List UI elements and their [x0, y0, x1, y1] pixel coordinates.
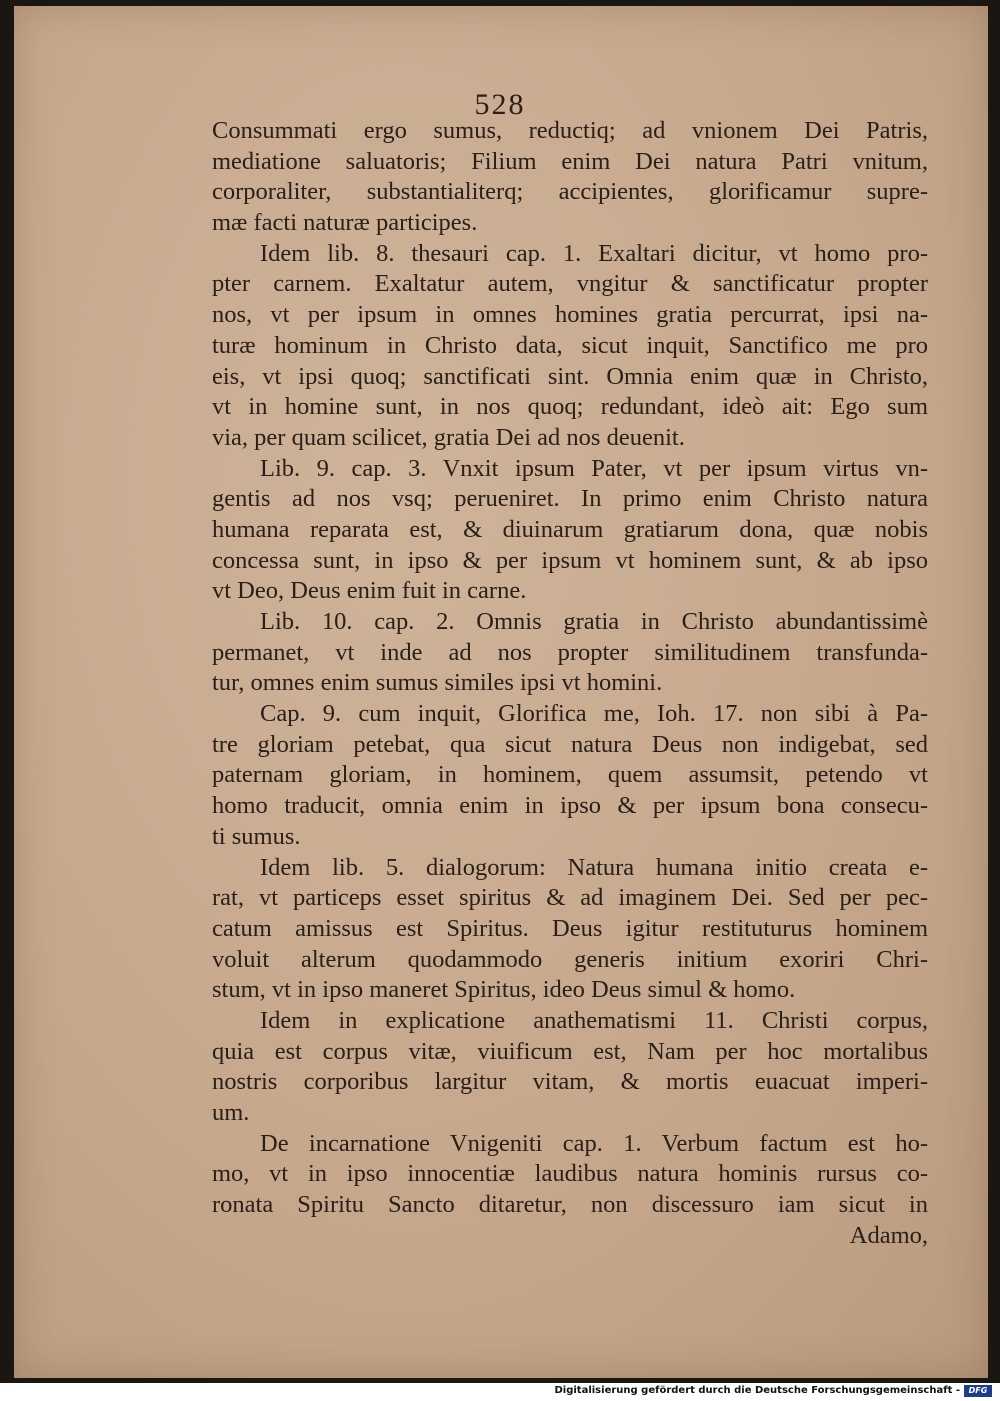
- text-line: gentis ad nos vsq; perueniret. In primo enim Christo natura: [212, 485, 928, 513]
- text-line: homo traducit, omnia enim in ipso & per ipsum bona consecu-: [212, 792, 928, 820]
- text-line: nos, vt per ipsum in omnes homines gratia percurrat, ipsi na-: [212, 301, 928, 329]
- body-text: [212, 116, 928, 1251]
- text-line: Lib. 10. cap. 2. Omnis gratia in Christo abundantissimè: [260, 608, 928, 635]
- text-line: concessa sunt, in ipso & per ipsum vt hominem sunt, & ab ipso: [212, 546, 928, 574]
- text-line: humana reparata est, & diuinarum gratiarum dona, quæ nobis: [212, 515, 928, 543]
- text-line: mediatione saluatoris; Filium enim Dei natura Patri vnitum,: [212, 147, 928, 175]
- page-number: 528: [474, 88, 526, 121]
- text-line: Idem lib. 8. thesauri cap. 1. Exaltari dicitur, vt homo pro-: [260, 239, 928, 267]
- text-line: Lib. 9. cap. 3. Vnxit ipsum Pater, vt per ipsum virtus vn-: [260, 454, 928, 482]
- dfg-logo: DFG: [964, 1385, 992, 1397]
- text-line: via, per quam scilicet, gratia Dei ad nos deuenit.: [212, 423, 685, 451]
- text-line: pter carnem. Exaltatur autem, vngitur & sanctificatur propter: [212, 270, 928, 298]
- footer-credit: Digitalisierung gefördert durch die Deutsche Forschungsgemeinschaft -: [554, 1385, 960, 1396]
- text-line: Cap. 9. cum inquit, Glorifica me, Ioh. 17. non sibi à Pa-: [260, 700, 928, 728]
- text-line: vt in homine sunt, in nos quoq; redundant, ideò ait: Ego sum: [212, 393, 928, 421]
- text-line: stum, vt in ipso maneret Spiritus, ideo Deus simul & homo.: [212, 976, 796, 1004]
- text-line: paternam gloriam, in hominem, quem assumsit, petendo vt: [212, 761, 928, 789]
- text-line: permanet, vt inde ad nos propter similitudinem transfunda-: [212, 638, 928, 666]
- text-line: mo, vt in ipso innocentiæ laudibus natura hominis rursus co-: [212, 1160, 928, 1188]
- text-line: rat, vt particeps esset spiritus & ad imaginem Dei. Sed per pec-: [212, 884, 928, 912]
- text-line: Idem in explicatione anathematismi 11. Christi corpus,: [260, 1006, 928, 1034]
- text-line: tur, omnes enim sumus similes ipsi vt homini.: [212, 669, 663, 697]
- text-line: quia est corpus vitæ, viuificum est, Nam per hoc mortalibus: [212, 1037, 928, 1065]
- text-line: Idem lib. 5. dialogorum: Natura humana initio creata e-: [260, 853, 928, 881]
- text-line: tre gloriam petebat, qua sicut natura Deus non indigebat, sed: [212, 730, 928, 758]
- text-line: corporaliter, substantialiterq; accipientes, glorificamur supre-: [212, 178, 928, 206]
- text-line: catum amissus est Spiritus. Deus igitur restituturus hominem: [212, 914, 928, 942]
- text-line: nostris corporibus largitur vitam, & mortis euacuat imperi-: [212, 1068, 928, 1096]
- text-line: vt Deo, Deus enim fuit in carne.: [212, 577, 527, 605]
- text-line: De incarnatione Vnigeniti cap. 1. Verbum factum est ho-: [260, 1129, 928, 1157]
- text-line: turæ hominum in Christo data, sicut inquit, Sanctifico me pro: [212, 331, 928, 359]
- text-line: ti sumus.: [212, 822, 301, 850]
- text-line: Consummati ergo sumus, reductiq; ad vnionem Dei Patris,: [212, 117, 928, 144]
- text-line: Adamo,: [849, 1221, 928, 1249]
- text-line: mæ facti naturæ participes.: [212, 209, 478, 237]
- text-line: voluit alterum quodammodo generis initium exoriri Chri-: [212, 945, 928, 973]
- text-line: eis, vt ipsi quoq; sanctificati sint. Omnia enim quæ in Christo,: [212, 362, 928, 390]
- text-line: um.: [212, 1099, 250, 1126]
- text-line: ronata Spiritu Sancto ditaretur, non discessuro iam sicut in: [212, 1191, 928, 1219]
